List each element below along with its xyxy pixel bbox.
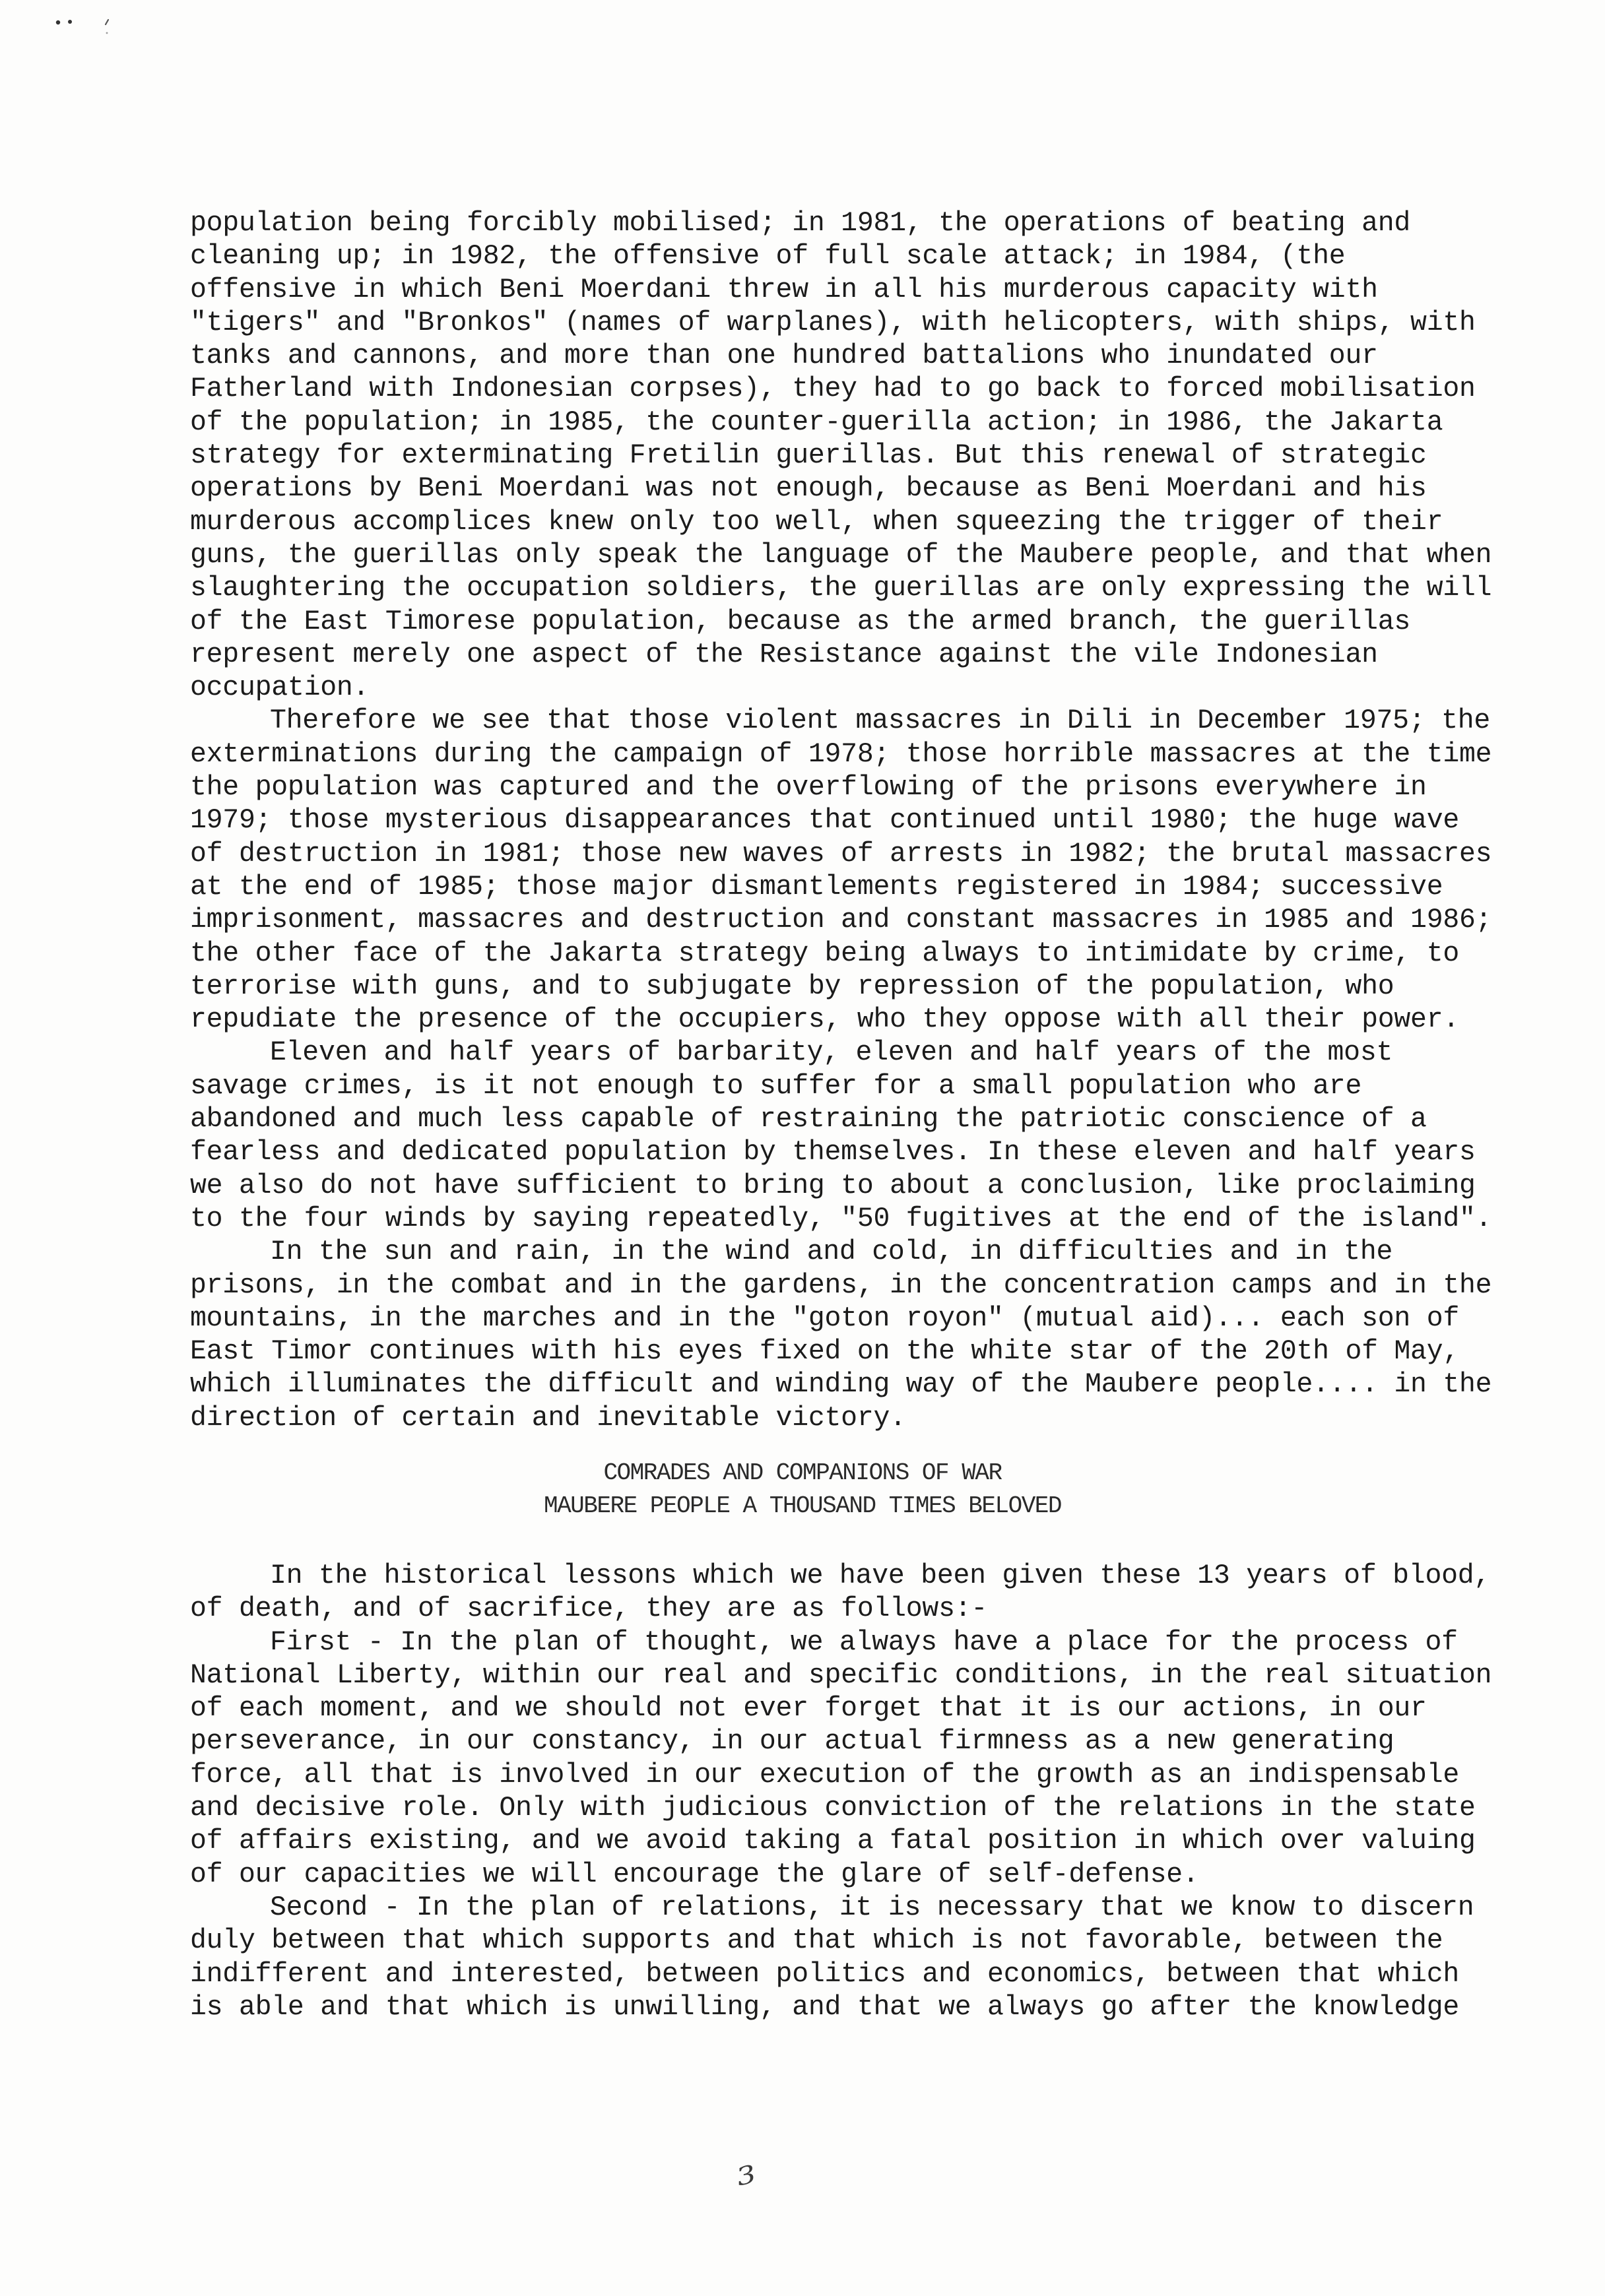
text-line: of each moment, and we should not ever forget that it is our actions, in our [190,1693,1427,1725]
text-line: prisons, in the combat and in the gardens, in the concentration camps and in the [190,1269,1492,1301]
text-line: East Timor continues with his eyes fixed on the white star of the 20th of May, [190,1336,1460,1368]
text-line: direction of certain and inevitable victory. [190,1402,906,1434]
text-line: occupation. [190,672,370,704]
text-line: strategy for exterminating Fretilin guerillas. But this renewal of strategic [190,440,1427,472]
text-line: murderous accomplices knew only too well, when squeezing the trigger of their [190,506,1443,538]
text-line: the other face of the Jakarta strategy being always to intimidate by crime, to [190,938,1460,969]
text-line: of affairs existing, and we avoid taking a fatal position in which over valuing [190,1826,1476,1857]
text-line: Second - In the plan of relations, it is necessary that we know to discern [270,1892,1474,1923]
bottom-paragraph-block [190,1560,1503,2024]
text-line: is able and that which is unwilling, and that we always go after the knowledge [190,1991,1460,2023]
text-line: terrorise with guns, and to subjugate by repression of the population, who [190,971,1394,1002]
section-heading-line-1: COMRADES AND COMPANIONS OF WAR [603,1459,1002,1486]
text-line: Fatherland with Indonesian corpses), they had to go back to forced mobilisation [190,373,1476,405]
scan-marks-icon [53,16,185,49]
text-line: which illuminates the difficult and winding way of the Maubere people.... in the [190,1369,1492,1401]
text-line: In the sun and rain, in the wind and cold, in difficulties and in the [270,1236,1393,1268]
text-line: In the historical lessons which we have been given these 13 years of blood, [270,1560,1491,1591]
text-line: repudiate the presence of the occupiers, who they oppose with all their power. [190,1004,1460,1036]
text-line: duly between that which supports and that which is not favorable, between the [190,1925,1443,1957]
text-line: tanks and cannons, and more than one hundred battalions who inundated our [190,340,1378,372]
text-line: cleaning up; in 1982, the offensive of full scale attack; in 1984, (the [190,241,1346,272]
text-line: First - In the plan of thought, we always have a place for the process of [270,1626,1458,1658]
text-line: population being forcibly mobilised; in 1981, the operations of beating and [190,208,1411,239]
text-line: and decisive role. Only with judicious conviction of the relations in the state [190,1793,1476,1824]
top-paragraph-block [190,207,1503,1435]
page-number-text: 3 [733,2159,760,2192]
text-line: abandoned and much less capable of restraining the patriotic conscience of a [190,1104,1427,1135]
text-line: we also do not have sufficient to bring to about a conclusion, like proclaiming [190,1170,1476,1201]
text-line: savage crimes, is it not enough to suffer for a small population who are [190,1070,1362,1102]
text-line: force, all that is involved in our execution of the growth as an indispensable [190,1759,1460,1791]
text-line: fearless and dedicated population by themselves. In these eleven and half years [190,1137,1476,1168]
text-line: 1979; those mysterious disappearances that continued until 1980; the huge wave [190,805,1460,837]
text-line: guns, the guerillas only speak the language of the Maubere people, and that when [190,539,1492,571]
text-line: to the four winds by saying repeatedly, "50 fugitives at the end of the island". [190,1203,1492,1234]
text-line: of the population; in 1985, the counter-guerilla action; in 1986, the Jakarta [190,406,1443,438]
text-line: represent merely one aspect of the Resistance against the vile Indonesian [190,639,1378,670]
text-line: slaughtering the occupation soldiers, the guerillas are only expressing the will [190,573,1492,604]
text-line: offensive in which Beni Moerdani threw in all his murderous capacity with [190,274,1378,305]
text-line: perseverance, in our constancy, in our actual firmness as a new generating [190,1726,1394,1758]
text-line: Therefore we see that those violent massacres in Dili in December 1975; the [270,705,1491,737]
text-line: of death, and of sacrifice, they are as follows:- [190,1593,988,1625]
text-line: Eleven and half years of barbarity, eleven and half years of the most [270,1037,1393,1069]
section-heading [0,1457,1605,1523]
text-line: National Liberty, within our real and specific conditions, in the real situation [190,1659,1492,1691]
text-line: of the East Timorese population, because as the armed branch, the guerillas [190,606,1411,637]
section-heading-line-2: MAUBERE PEOPLE A THOUSAND TIMES BELOVED [543,1492,1062,1519]
text-line: of destruction in 1981; those new waves of arrests in 1982; the brutal massacres [190,838,1492,870]
handwritten-page-number [733,2157,772,2197]
text-line: exterminations during the campaign of 1978; those horrible massacres at the time [190,738,1492,770]
text-line: imprisonment, massacres and destruction and constant massacres in 1985 and 1986; [190,905,1492,936]
text-line: operations by Beni Moerdani was not enough, because as Beni Moerdani and his [190,473,1427,505]
text-line: "tigers" and "Bronkos" (names of warplanes), with helicopters, with ships, with [190,307,1476,338]
text-line: mountains, in the marches and in the "goton royon" (mutual aid)... each son of [190,1302,1460,1334]
text-line: indifferent and interested, between politics and economics, between that which [190,1958,1460,1990]
text-line: at the end of 1985; those major dismantlements registered in 1984; successive [190,871,1443,903]
text-line: of our capacities we will encourage the glare of self-defense. [190,1859,1199,1890]
text-line: the population was captured and the overflowing of the prisons everywhere in [190,772,1427,804]
